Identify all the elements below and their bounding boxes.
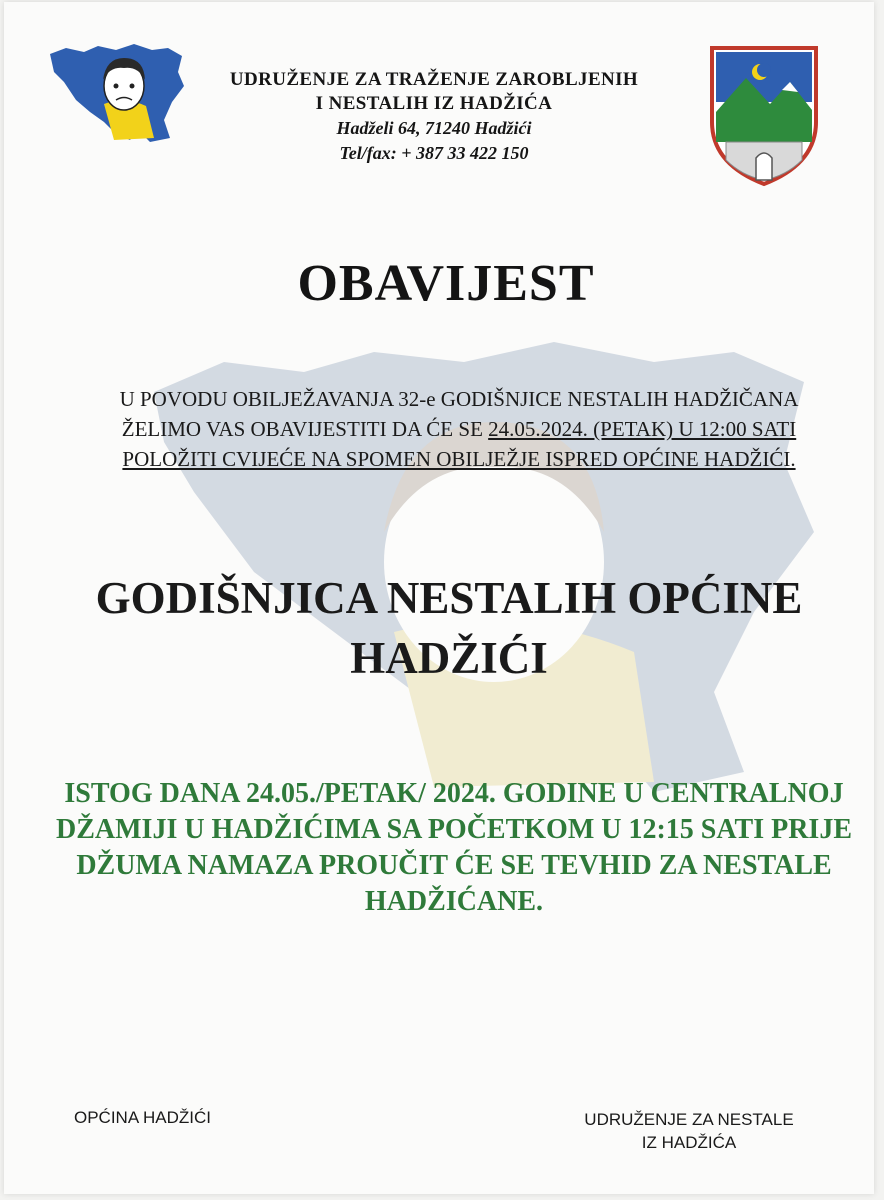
notice-paper — [4, 2, 874, 1194]
organization-header — [184, 68, 684, 166]
org-phone: Tel/fax: + 387 33 422 150 — [339, 143, 529, 163]
mosque-notice-line1: ISTOG DANA 24.05./PETAK/ 2024. GODINE U CENTRALNOJ — [64, 778, 844, 809]
org-address: Hadželi 64, 71240 Hadžići — [336, 118, 532, 138]
org-name-line1: UDRUŽENJE ZA TRAŽENJE ZAROBLJENIH — [229, 69, 639, 90]
notice-line1: U POVODU OBILJEŽAVANJA 32-e GODIŠNJICE NESTALIH HADŽIČANA — [119, 387, 799, 411]
signature-association-line1: UDRUŽENJE ZA NESTALE — [584, 1110, 794, 1129]
notice-line2 — [64, 414, 854, 444]
mosque-notice-line3: DŽUMA NAMAZA PROUČIT ĆE SE TEVHID ZA NESTALE — [76, 850, 832, 881]
notice-date-time: 24.05.2024. (PETAK) U 12:00 SATI — [488, 417, 797, 441]
notice-text — [64, 384, 854, 474]
mosque-notice — [54, 776, 854, 920]
page-title: OBAVIJEST — [297, 255, 595, 312]
bosnia-map-child-logo — [46, 42, 186, 146]
notice-line2-start: ŽELIMO VAS OBAVIJESTITI DA ĆE SE — [121, 417, 489, 441]
mosque-notice-line2: DŽAMIJI U HADŽIĆIMA SA POČETKOM U 12:15 SATI PRIJE — [56, 814, 852, 845]
headline-line1: GODIŠNJICA NESTALIH OPĆINE — [95, 573, 803, 623]
signature-association — [554, 1108, 824, 1154]
headline-line2: HADŽIĆI — [350, 633, 548, 683]
hadzici-coat-of-arms — [706, 42, 822, 188]
org-name-line2: I NESTALIH IZ HADŽIĆA — [315, 93, 553, 114]
notice-line3: POLOŽITI CVIJEĆE NA SPOMEN OBILJEŽJE ISPRED OPĆINE HADŽIĆI. — [122, 447, 796, 471]
signature-association-line2: IZ HADŽIĆA — [641, 1133, 737, 1152]
event-headline — [44, 568, 854, 688]
mosque-notice-line4: HADŽIĆANE. — [364, 886, 544, 917]
signature-municipality: OPĆINA HADŽIĆI — [74, 1108, 211, 1127]
